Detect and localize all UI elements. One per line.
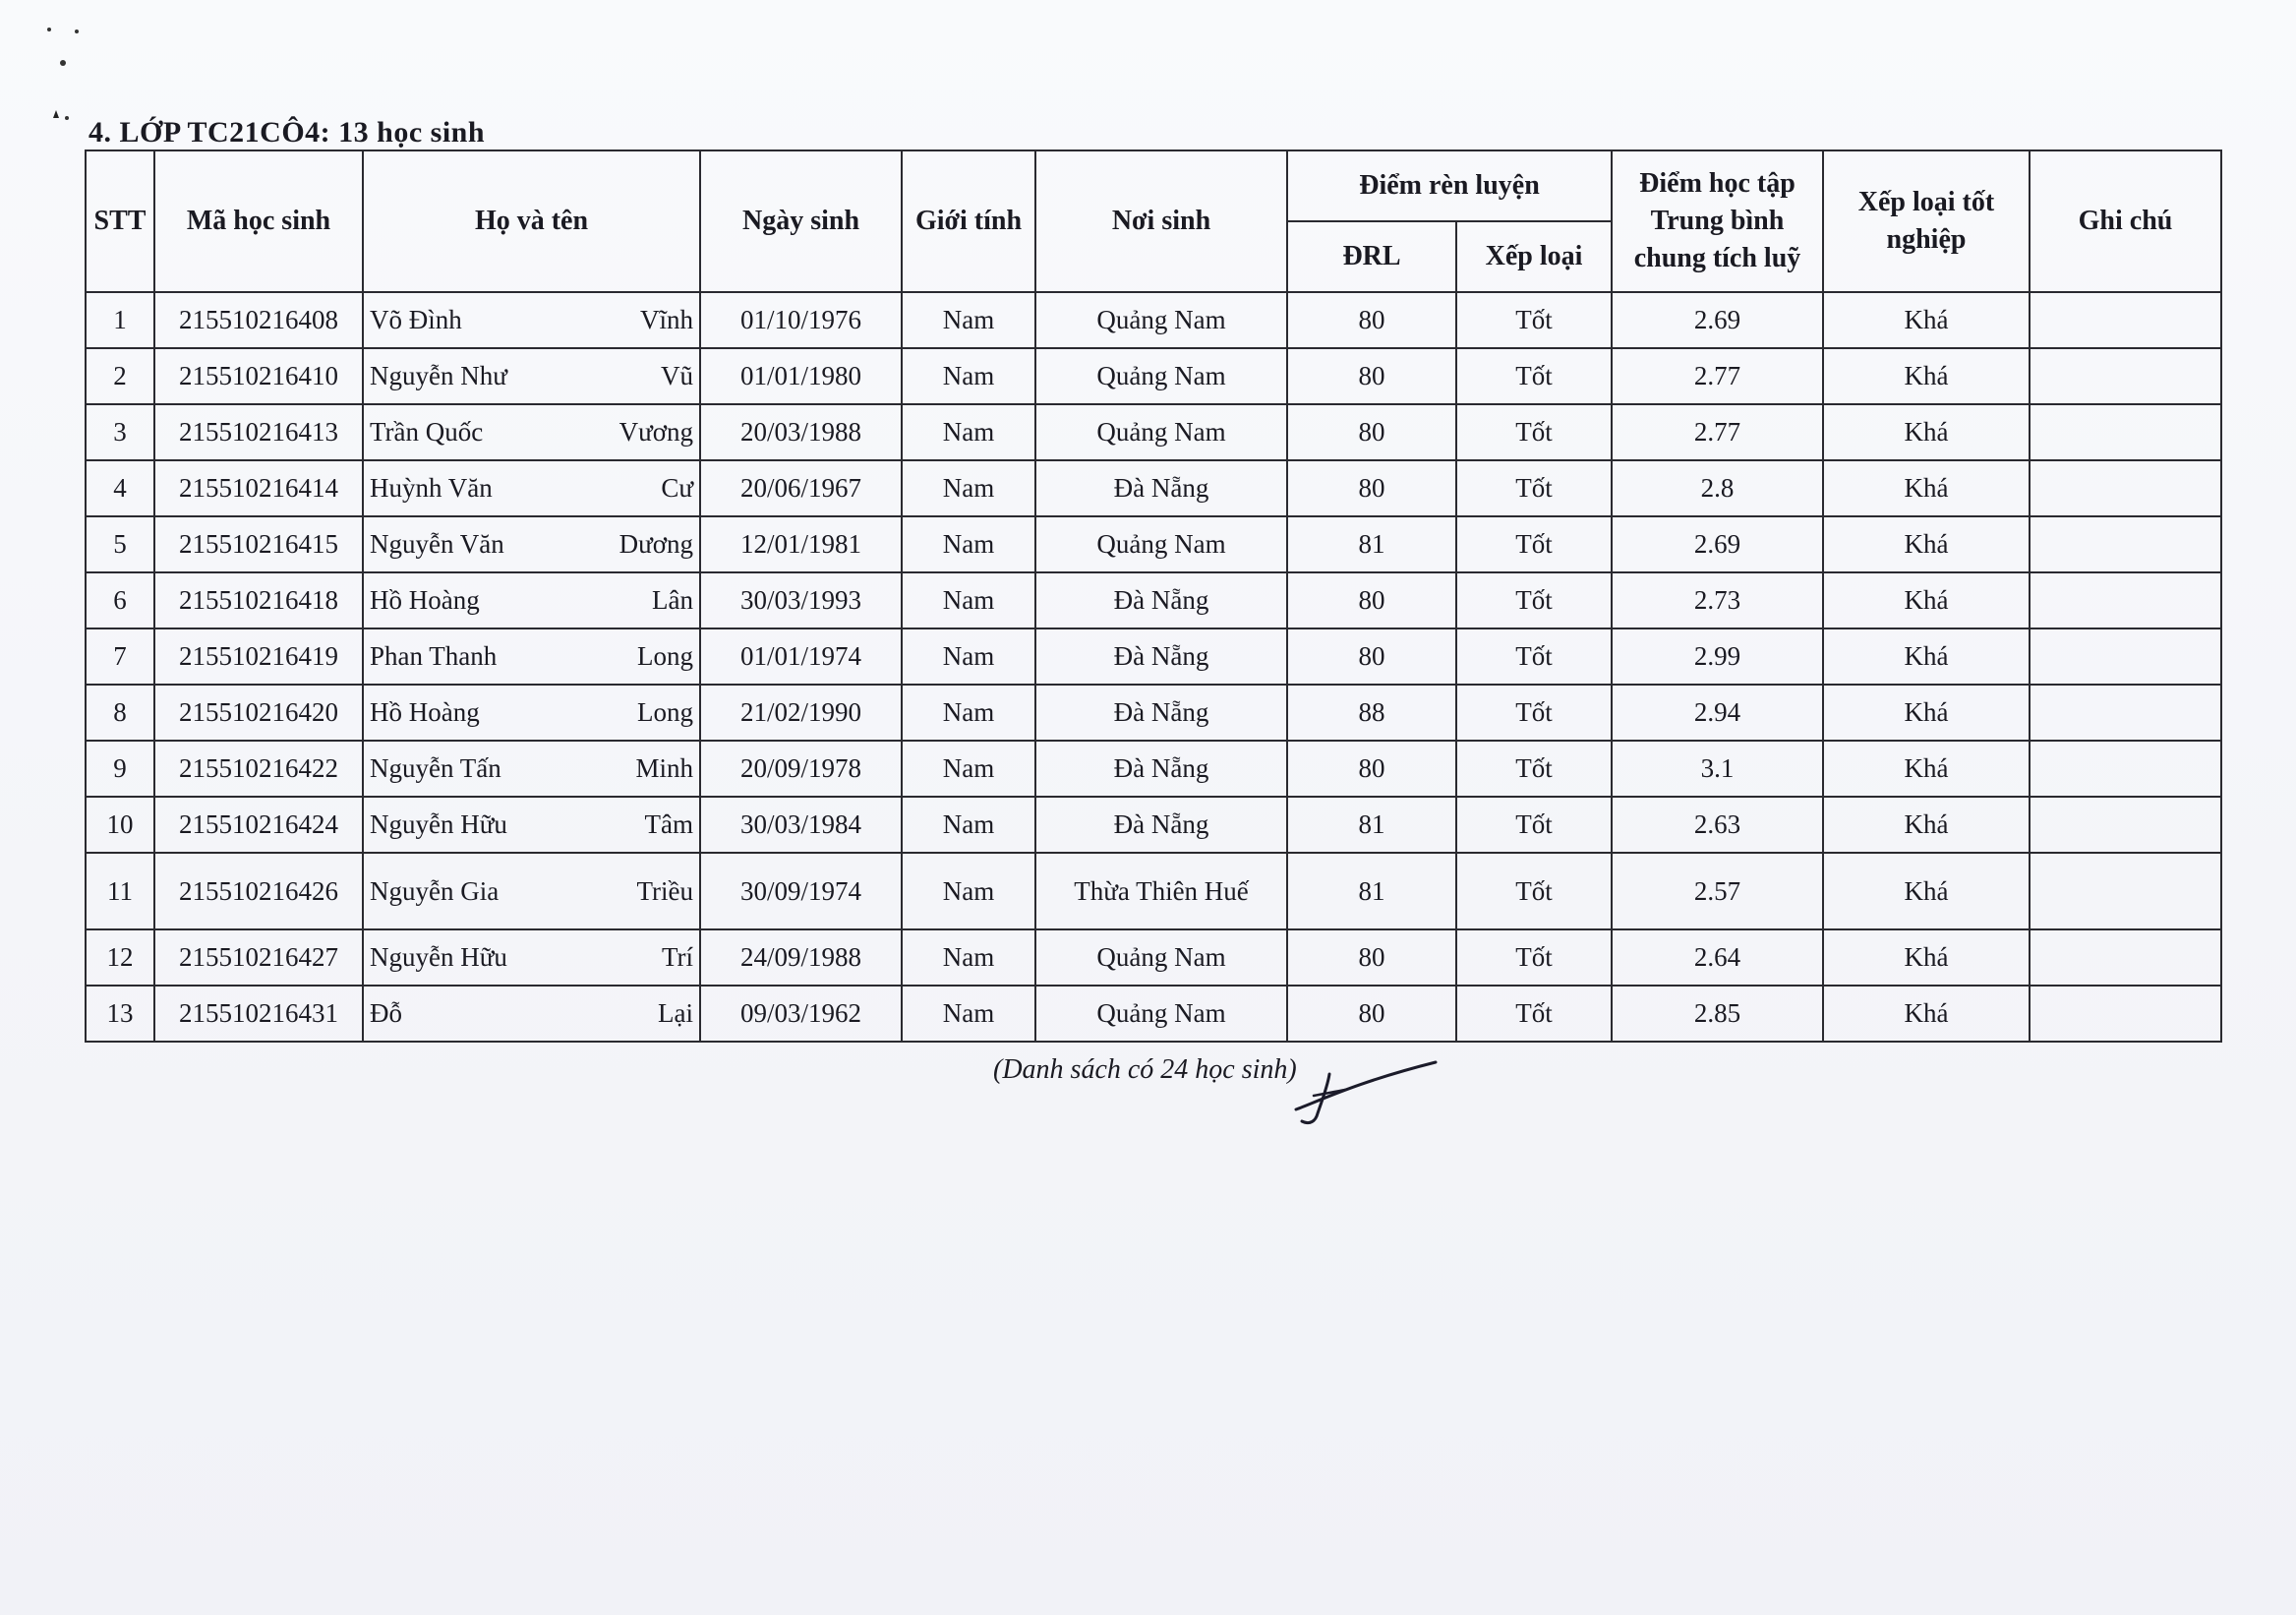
cell-gpa: 2.69: [1612, 292, 1823, 348]
cell-birth-date: 30/09/1974: [700, 853, 902, 929]
first-name: Lại: [658, 998, 693, 1028]
cell-full-name: [363, 516, 700, 572]
cell-birth-place: Quảng Nam: [1035, 929, 1287, 986]
cell-stt: 7: [86, 628, 154, 685]
cell-birth-place: Quảng Nam: [1035, 292, 1287, 348]
cell-conduct-rank: Tốt: [1456, 741, 1612, 797]
cell-conduct-score: 80: [1287, 986, 1456, 1042]
cell-birth-place: Quảng Nam: [1035, 516, 1287, 572]
cell-full-name: [363, 797, 700, 853]
cell-birth-date: 24/09/1988: [700, 929, 902, 986]
header-birth-date: Ngày sinh: [700, 150, 902, 292]
cell-graduation-rank: Khá: [1823, 404, 2030, 460]
last-middle-name: Võ Đình: [370, 305, 462, 334]
table-row: [86, 460, 2221, 516]
cell-student-id: 215510216424: [154, 797, 363, 853]
cell-stt: 3: [86, 404, 154, 460]
last-middle-name: Huỳnh Văn: [370, 473, 493, 503]
cell-stt: 5: [86, 516, 154, 572]
cell-conduct-rank: Tốt: [1456, 929, 1612, 986]
last-middle-name: Nguyễn Như: [370, 361, 507, 390]
cell-birth-place: Đà Nẵng: [1035, 797, 1287, 853]
cell-gpa: 2.94: [1612, 685, 1823, 741]
cell-birth-date: 20/06/1967: [700, 460, 902, 516]
table-row: [86, 404, 2221, 460]
cell-conduct-score: 80: [1287, 572, 1456, 628]
section-title: [88, 116, 485, 150]
scan-marks: [43, 20, 92, 134]
cell-graduation-rank: Khá: [1823, 685, 2030, 741]
cell-birth-date: 20/09/1978: [700, 741, 902, 797]
last-middle-name: Hồ Hoàng: [370, 697, 480, 727]
cell-note: [2030, 929, 2221, 986]
cell-note: [2030, 516, 2221, 572]
cell-birth-date: 20/03/1988: [700, 404, 902, 460]
cell-note: [2030, 986, 2221, 1042]
cell-student-id: 215510216418: [154, 572, 363, 628]
cell-student-id: 215510216415: [154, 516, 363, 572]
cell-conduct-rank: Tốt: [1456, 685, 1612, 741]
header-student-id: Mã học sinh: [154, 150, 363, 292]
cell-stt: 6: [86, 572, 154, 628]
cell-conduct-rank: Tốt: [1456, 348, 1612, 404]
cell-note: [2030, 797, 2221, 853]
cell-student-id: 215510216426: [154, 853, 363, 929]
cell-full-name: [363, 853, 700, 929]
student-table: [85, 150, 2222, 1043]
cell-gender: Nam: [902, 741, 1035, 797]
cell-stt: 13: [86, 986, 154, 1042]
cell-stt: 8: [86, 685, 154, 741]
cell-conduct-rank: Tốt: [1456, 572, 1612, 628]
cell-full-name: [363, 292, 700, 348]
header-stt: STT: [86, 150, 154, 292]
cell-birth-date: 01/01/1980: [700, 348, 902, 404]
cell-birth-place: Đà Nẵng: [1035, 460, 1287, 516]
first-name: Long: [637, 641, 693, 671]
cell-gpa: 2.63: [1612, 797, 1823, 853]
cell-birth-date: 12/01/1981: [700, 516, 902, 572]
table-header-row: [86, 150, 2221, 221]
cell-gender: Nam: [902, 292, 1035, 348]
cell-birth-date: 21/02/1990: [700, 685, 902, 741]
cell-student-id: 215510216410: [154, 348, 363, 404]
cell-conduct-rank: Tốt: [1456, 628, 1612, 685]
cell-note: [2030, 460, 2221, 516]
cell-gpa: 2.69: [1612, 516, 1823, 572]
cell-conduct-score: 81: [1287, 516, 1456, 572]
table-row: [86, 929, 2221, 986]
cell-gpa: 2.85: [1612, 986, 1823, 1042]
cell-student-id: 215510216422: [154, 741, 363, 797]
table-row: [86, 516, 2221, 572]
first-name: Lân: [652, 585, 693, 615]
cell-note: [2030, 853, 2221, 929]
cell-conduct-score: 80: [1287, 404, 1456, 460]
cell-birth-place: Quảng Nam: [1035, 404, 1287, 460]
cell-conduct-rank: Tốt: [1456, 986, 1612, 1042]
cell-gender: Nam: [902, 986, 1035, 1042]
cell-graduation-rank: Khá: [1823, 853, 2030, 929]
cell-gender: Nam: [902, 572, 1035, 628]
cell-full-name: [363, 685, 700, 741]
cell-stt: 11: [86, 853, 154, 929]
cell-graduation-rank: Khá: [1823, 929, 2030, 986]
cell-conduct-score: 80: [1287, 741, 1456, 797]
cell-birth-place: Đà Nẵng: [1035, 741, 1287, 797]
cell-graduation-rank: Khá: [1823, 460, 2030, 516]
last-middle-name: Nguyễn Gia: [370, 875, 500, 906]
cell-graduation-rank: Khá: [1823, 741, 2030, 797]
cell-gender: Nam: [902, 797, 1035, 853]
table-row: [86, 741, 2221, 797]
cell-gender: Nam: [902, 516, 1035, 572]
cell-birth-place: Thừa Thiên Huế: [1035, 853, 1287, 929]
cell-graduation-rank: Khá: [1823, 572, 2030, 628]
last-middle-name: Đỗ: [370, 998, 402, 1028]
header-note: Ghi chú: [2030, 150, 2221, 292]
header-full-name: Họ và tên: [363, 150, 700, 292]
cell-conduct-score: 80: [1287, 628, 1456, 685]
table-row: [86, 853, 2221, 929]
cell-birth-place: Quảng Nam: [1035, 348, 1287, 404]
section-heading: 4. LỚP TC21CÔ4:: [88, 116, 331, 149]
cell-full-name: [363, 404, 700, 460]
cell-conduct-rank: Tốt: [1456, 853, 1612, 929]
header-conduct-rank: Xếp loại: [1456, 221, 1612, 292]
last-middle-name: Nguyễn Hữu: [370, 942, 507, 972]
cell-stt: 10: [86, 797, 154, 853]
last-middle-name: Nguyễn Hữu: [370, 809, 507, 839]
cell-note: [2030, 292, 2221, 348]
student-count: 13 học sinh: [338, 116, 486, 149]
first-name: Cư: [661, 473, 693, 503]
cell-gpa: 2.77: [1612, 404, 1823, 460]
cell-gpa: 2.77: [1612, 348, 1823, 404]
cell-stt: 4: [86, 460, 154, 516]
cell-full-name: [363, 628, 700, 685]
cell-birth-date: 09/03/1962: [700, 986, 902, 1042]
last-middle-name: Hồ Hoàng: [370, 585, 480, 615]
cell-conduct-score: 80: [1287, 929, 1456, 986]
table-row: [86, 348, 2221, 404]
table-row: [86, 572, 2221, 628]
initials-signature: [1288, 1052, 1445, 1136]
last-middle-name: Nguyễn Văn: [370, 529, 504, 559]
first-name: Dương: [618, 529, 693, 559]
cell-gpa: 2.57: [1612, 853, 1823, 929]
last-middle-name: Phan Thanh: [370, 641, 498, 671]
first-name: Vĩnh: [640, 305, 693, 334]
table-row: [86, 628, 2221, 685]
cell-note: [2030, 628, 2221, 685]
cell-birth-date: 30/03/1984: [700, 797, 902, 853]
table-body: [86, 292, 2221, 1042]
cell-birth-date: 01/10/1976: [700, 292, 902, 348]
last-middle-name: Nguyễn Tấn: [370, 753, 501, 783]
cell-full-name: [363, 460, 700, 516]
cell-full-name: [363, 572, 700, 628]
signature-mark-icon: [1288, 1052, 1445, 1131]
cell-full-name: [363, 741, 700, 797]
cell-full-name: [363, 986, 700, 1042]
cell-conduct-rank: Tốt: [1456, 292, 1612, 348]
cell-gpa: 2.64: [1612, 929, 1823, 986]
cell-student-id: 215510216431: [154, 986, 363, 1042]
cell-birth-place: Đà Nẵng: [1035, 572, 1287, 628]
cell-conduct-rank: Tốt: [1456, 404, 1612, 460]
first-name: Long: [637, 697, 693, 727]
cell-stt: 2: [86, 348, 154, 404]
header-conduct-group: Điểm rèn luyện: [1287, 150, 1612, 221]
cell-gpa: 3.1: [1612, 741, 1823, 797]
header-gender: Giới tính: [902, 150, 1035, 292]
first-name: Minh: [635, 753, 693, 783]
cell-conduct-score: 81: [1287, 797, 1456, 853]
cell-graduation-rank: Khá: [1823, 628, 2030, 685]
first-name: Triều: [636, 875, 693, 906]
cell-conduct-score: 80: [1287, 348, 1456, 404]
cell-birth-place: Đà Nẵng: [1035, 628, 1287, 685]
first-name: Trí: [661, 942, 693, 972]
cell-note: [2030, 685, 2221, 741]
cell-birth-place: Quảng Nam: [1035, 986, 1287, 1042]
cell-student-id: 215510216420: [154, 685, 363, 741]
table-row: [86, 986, 2221, 1042]
cell-gender: Nam: [902, 685, 1035, 741]
cell-conduct-score: 88: [1287, 685, 1456, 741]
cell-gender: Nam: [902, 404, 1035, 460]
cell-full-name: [363, 348, 700, 404]
cell-conduct-rank: Tốt: [1456, 460, 1612, 516]
cell-full-name: [363, 929, 700, 986]
cell-gender: Nam: [902, 460, 1035, 516]
table-row: [86, 685, 2221, 741]
cell-student-id: 215510216427: [154, 929, 363, 986]
first-name: Vương: [618, 417, 693, 447]
last-middle-name: Trần Quốc: [370, 417, 484, 447]
cell-graduation-rank: Khá: [1823, 348, 2030, 404]
cell-conduct-rank: Tốt: [1456, 516, 1612, 572]
header-conduct-score: ĐRL: [1287, 221, 1456, 292]
cell-stt: 1: [86, 292, 154, 348]
first-name: Vũ: [661, 361, 693, 390]
cell-graduation-rank: Khá: [1823, 292, 2030, 348]
cell-note: [2030, 348, 2221, 404]
cell-birth-date: 01/01/1974: [700, 628, 902, 685]
cell-note: [2030, 572, 2221, 628]
cell-gender: Nam: [902, 929, 1035, 986]
list-total-note: (Danh sách có 24 học sinh): [993, 1054, 1297, 1085]
scan-specks-icon: [43, 20, 92, 128]
cell-gpa: 2.8: [1612, 460, 1823, 516]
cell-graduation-rank: Khá: [1823, 516, 2030, 572]
header-birth-place: Nơi sinh: [1035, 150, 1287, 292]
cell-gender: Nam: [902, 853, 1035, 929]
cell-student-id: 215510216414: [154, 460, 363, 516]
cell-gender: Nam: [902, 348, 1035, 404]
table-row: [86, 292, 2221, 348]
first-name: Tâm: [644, 809, 693, 839]
cell-student-id: 215510216413: [154, 404, 363, 460]
cell-gpa: 2.99: [1612, 628, 1823, 685]
header-gpa: Điểm học tập Trung bình chung tích luỹ: [1612, 150, 1823, 292]
cell-birth-place: Đà Nẵng: [1035, 685, 1287, 741]
cell-conduct-score: 81: [1287, 853, 1456, 929]
cell-note: [2030, 741, 2221, 797]
cell-gpa: 2.73: [1612, 572, 1823, 628]
cell-student-id: 215510216419: [154, 628, 363, 685]
cell-graduation-rank: Khá: [1823, 986, 2030, 1042]
cell-stt: 9: [86, 741, 154, 797]
cell-graduation-rank: Khá: [1823, 797, 2030, 853]
cell-stt: 12: [86, 929, 154, 986]
table-row: [86, 797, 2221, 853]
cell-conduct-rank: Tốt: [1456, 797, 1612, 853]
cell-birth-date: 30/03/1993: [700, 572, 902, 628]
cell-gender: Nam: [902, 628, 1035, 685]
cell-note: [2030, 404, 2221, 460]
cell-student-id: 215510216408: [154, 292, 363, 348]
header-graduation-rank: Xếp loại tốt nghiệp: [1823, 150, 2030, 292]
cell-conduct-score: 80: [1287, 460, 1456, 516]
cell-conduct-score: 80: [1287, 292, 1456, 348]
